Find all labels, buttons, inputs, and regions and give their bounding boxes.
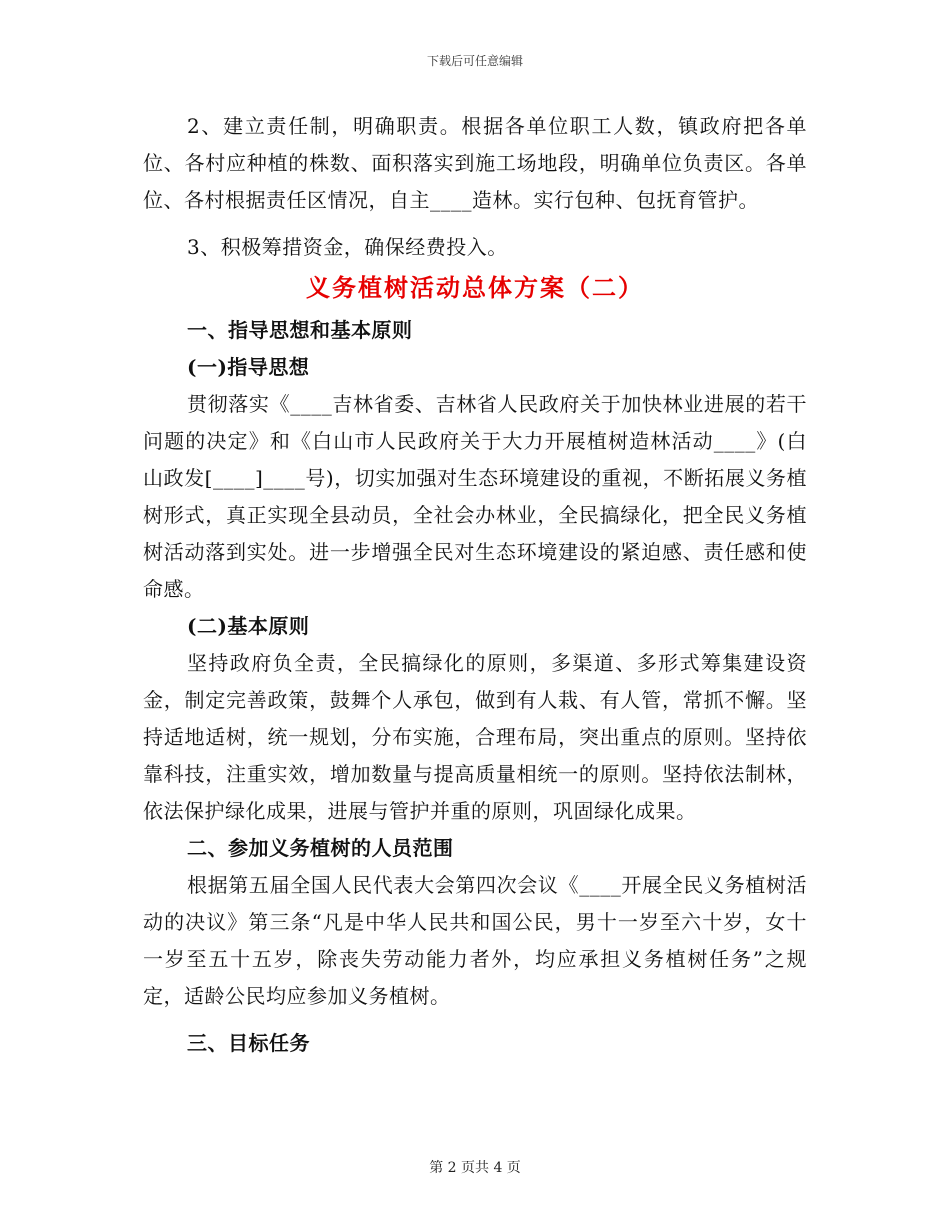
- subheading-guiding-thought: (一)指导思想: [187, 355, 310, 379]
- paragraph-guiding-thought: 贯彻落实《____吉林省委、吉林省人民政府关于加快林业进展的若干问题的决定》和《白山市人民政府关于大力开展植树造林活动____》(白山政发[____]____号)，切实加强对生态环境建设的重视，不断拓展义务植树形式，真正实现全县动员，全社会办林业，全民搞绿化，把全民义务植树活动落到实处。进一步增强全民对生态环境建设的紧迫感、责任感和使命感。: [143, 392, 807, 601]
- document-body: [143, 108, 807, 1062]
- subheading-basic-principles: (二)基本原则: [187, 614, 310, 638]
- paragraph-funding: 3、积极筹措资金，确保经费投入。: [187, 235, 508, 259]
- document-title: 义务植树活动总体方案（二）: [306, 273, 644, 302]
- page-header: 下载后可任意编辑: [426, 54, 523, 68]
- heading-participant-scope: 二、参加义务植树的人员范围: [187, 836, 454, 860]
- paragraph-basic-principles: 坚持政府负全责，全民搞绿化的原则，多渠道、多形式筹集建设资金，制定完善政策，鼓舞个人承包，做到有人栽、有人管，常抓不懈。坚持适地适树，统一规划，分布实施，合理布局，突出重点的原则。坚持依靠科技，注重实效，增加数量与提高质量相统一的原则。坚持依法制林，依法保护绿化成果，进展与管护并重的原则，巩固绿化成果。: [143, 651, 807, 823]
- page-footer: 第 2 页共 4 页: [429, 1160, 521, 1176]
- heading-target-tasks: 三、目标任务: [187, 1031, 310, 1055]
- heading-guiding-principles: 一、指导思想和基本原则: [187, 318, 413, 342]
- paragraph-responsibility: 2、建立责任制，明确职责。根据各单位职工人数，镇政府把各单位、各村应种植的株数、面积落实到施工场地段，明确单位负责区。各单位、各村根据责任区情况，自主____造林。实行包种、包抚育管护。: [143, 114, 807, 212]
- paragraph-participant-scope: 根据第五届全国人民代表大会第四次会议《____开展全民义务植树活动的决议》第三条“凡是中华人民共和国公民，男十一岁至六十岁，女十一岁至五十五岁，除丧失劳动能力者外，均应承担义务植树任务”之规定，适龄公民均应参加义务植树。: [143, 873, 807, 1008]
